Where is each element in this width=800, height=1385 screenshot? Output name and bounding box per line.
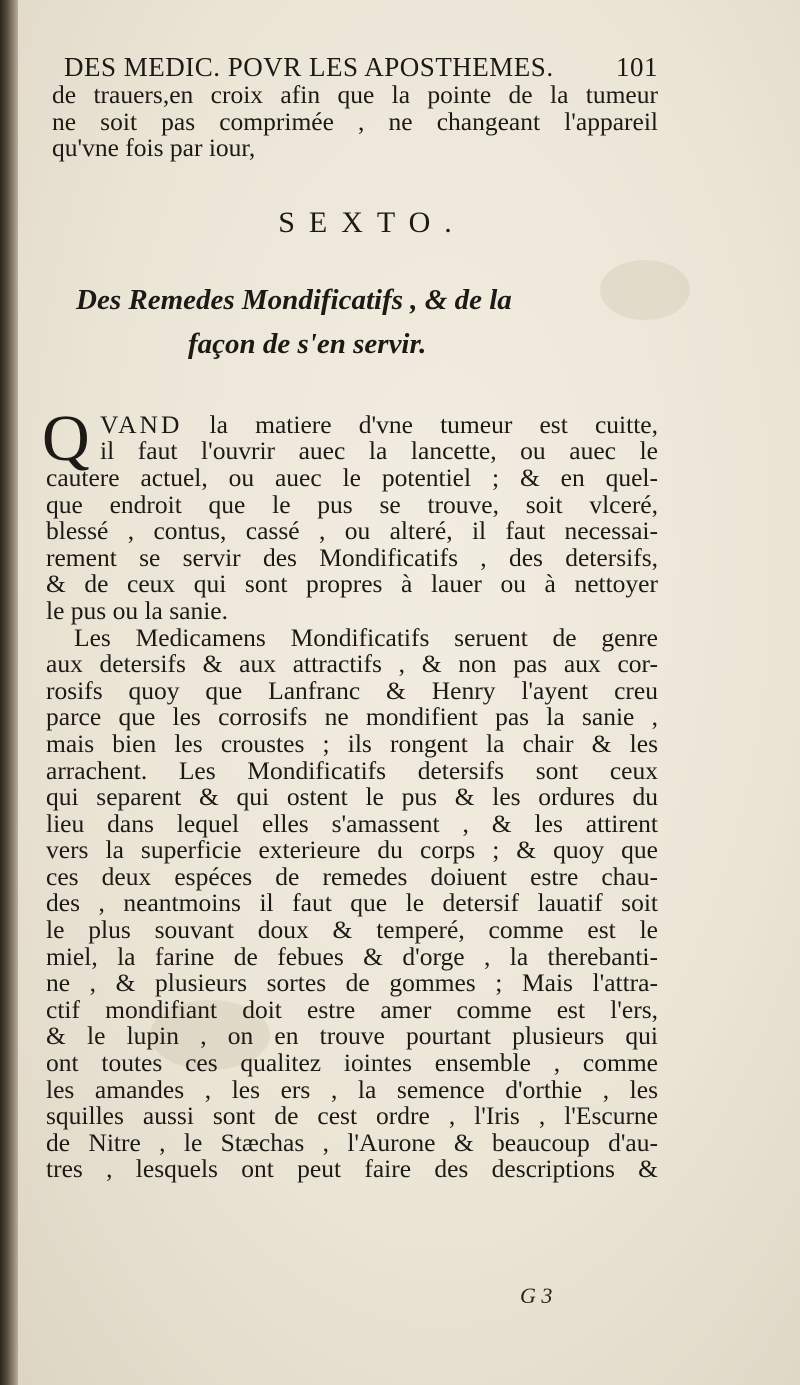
text-line: cautere actuel, ou auec le potentiel ; & en quel- bbox=[46, 462, 658, 492]
subtitle-line: façon de s'en servir. bbox=[188, 327, 427, 360]
paragraph bbox=[46, 622, 658, 1184]
running-head bbox=[64, 52, 658, 82]
text-line: ne soit pas comprimée , ne changeant l'appareil bbox=[52, 106, 658, 136]
page-text bbox=[42, 52, 658, 1184]
text-line: ctif mondifiant doit estre amer comme est l'ers, bbox=[46, 994, 658, 1024]
text-line: Les Medicamens Mondificatifs seruent de genre bbox=[74, 622, 658, 652]
text-line: le pus ou la sanie. bbox=[46, 595, 228, 625]
text-line: rosifs quoy que Lanfranc & Henry l'ayent creu bbox=[46, 675, 658, 705]
small-caps-word: VAND bbox=[100, 409, 183, 439]
text-line: que endroit que le pus se trouve, soit vlceré, bbox=[46, 489, 658, 519]
text-line: blessé , contus, cassé , ou alteré, il faut necessai- bbox=[46, 516, 658, 546]
text-line: miel, la farine de febues & d'orge , la therebanti- bbox=[46, 941, 658, 971]
text-line: ont toutes ces qualitez iointes ensemble , comme bbox=[46, 1048, 658, 1078]
subtitle-line: Des Remedes Mondificatifs , & de la bbox=[76, 283, 512, 316]
text-line: lieu dans lequel elles s'amassent , & les attirent bbox=[46, 808, 658, 838]
chapter-subtitle bbox=[46, 278, 658, 366]
text-line: & de ceux qui sont propres à lauer ou à nettoyer bbox=[46, 569, 658, 599]
drop-cap: Q bbox=[42, 401, 90, 475]
book-gutter bbox=[0, 0, 18, 1385]
text-line: le plus souvant doux & temperé, comme est le bbox=[46, 915, 658, 945]
text-line: de Nitre , le Stæchas , l'Aurone & beaucoup d'au- bbox=[46, 1127, 658, 1157]
text-line: tres , lesquels ont peut faire des descriptions & bbox=[46, 1154, 658, 1184]
text-line: il faut l'ouvrir auec la lancette, ou auec le bbox=[100, 436, 658, 466]
text-span: la matiere d'vne tumeur est cuitte, bbox=[209, 409, 658, 439]
text-line: & le lupin , on en trouve pourtant plusieurs qui bbox=[46, 1021, 658, 1051]
text-line: les amandes , les ers , la semence d'orthie , les bbox=[46, 1074, 658, 1104]
text-line: de trauers,en croix afin que la pointe de la tumeur bbox=[52, 80, 658, 109]
text-line: squilles aussi sont de cest ordre , l'Iris , l'Escurne bbox=[46, 1101, 658, 1131]
text-line bbox=[46, 409, 658, 439]
running-head-title: DES MEDIC. POVR LES APOSTHEMES. bbox=[64, 52, 554, 82]
text-line: qui separent & qui ostent le pus & les ordures du bbox=[46, 782, 658, 812]
text-line: rement se servir des Mondificatifs , des detersifs, bbox=[46, 542, 658, 572]
text-line: vers la superficie exterieure du corps ; & quoy que bbox=[46, 835, 658, 865]
text-line: parce que les corrosifs ne mondifient pas la sanie , bbox=[46, 702, 658, 732]
text-line: qu'vne fois par iour, bbox=[52, 133, 256, 163]
text-line: des , neantmoins il faut que le detersif lauatif soit bbox=[46, 888, 658, 918]
text-line: arrachent. Les Mondificatifs detersifs sont ceux bbox=[46, 755, 658, 785]
text-line: mais bien les croustes ; ils rongent la chair & les bbox=[46, 728, 658, 758]
text-line: aux detersifs & aux attractifs , & non pas aux cor- bbox=[46, 649, 658, 679]
page-number: 101 bbox=[616, 52, 658, 82]
section-heading: SEXTO. bbox=[278, 205, 466, 239]
paragraph bbox=[42, 401, 658, 625]
text-line: ne , & plusieurs sortes de gommes ; Mais l'attra- bbox=[46, 968, 658, 998]
signature-mark: G 3 bbox=[520, 1283, 553, 1308]
continued-text bbox=[52, 82, 658, 162]
text-line: ces deux espéces de remedes doiuent estre chau- bbox=[46, 861, 658, 891]
